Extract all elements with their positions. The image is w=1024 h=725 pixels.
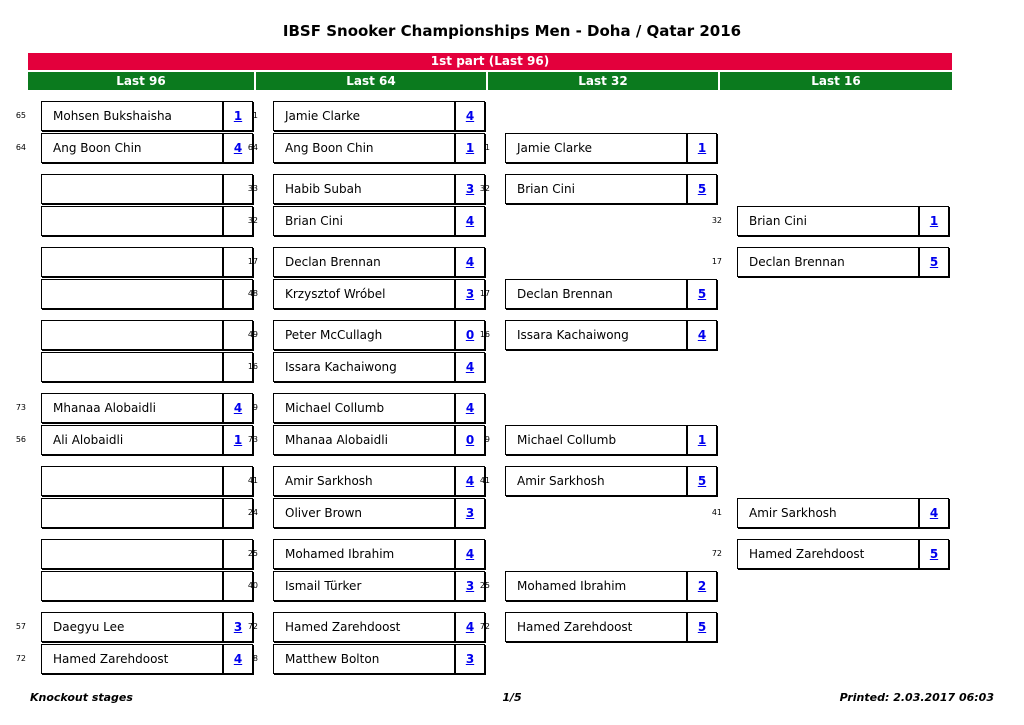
seed-number: 32: [479, 184, 490, 193]
footer-printed-date: Printed: 2.03.2017 06:03: [839, 691, 994, 704]
seed-number: [14, 174, 26, 204]
player-name: Ang Boon Chin: [41, 133, 223, 163]
seed-number: 41: [247, 476, 258, 485]
player-name: Hamed Zarehdoost: [737, 539, 919, 569]
seed-number: [14, 466, 26, 496]
score-link[interactable]: 5: [929, 255, 939, 269]
score-box: [455, 644, 485, 674]
player-name: Amir Sarkhosh: [273, 466, 455, 496]
seed-number: 72: [247, 622, 258, 631]
seed-number: [14, 571, 26, 601]
player-name: Brian Cini: [273, 206, 455, 236]
seed-number: 41: [711, 508, 722, 517]
score-box: [919, 498, 949, 528]
seed-number: 8: [252, 654, 258, 663]
score-box: [687, 133, 717, 163]
score-link[interactable]: 5: [697, 620, 707, 634]
seed-number: 24: [247, 508, 258, 517]
score-link[interactable]: 5: [697, 474, 707, 488]
player-name: [41, 352, 223, 382]
seed-number: 41: [479, 476, 490, 485]
seed-number: [14, 206, 26, 236]
score-link[interactable]: 4: [465, 620, 475, 634]
seed-number: 40: [247, 581, 258, 590]
score-link[interactable]: 4: [465, 401, 475, 415]
player-name: Hamed Zarehdoost: [505, 612, 687, 642]
seed-number: 17: [479, 289, 490, 298]
player-name: Amir Sarkhosh: [737, 498, 919, 528]
player-name: Daegyu Lee: [41, 612, 223, 642]
score-link[interactable]: 1: [697, 141, 707, 155]
player-name: Hamed Zarehdoost: [273, 612, 455, 642]
player-name: Declan Brennan: [737, 247, 919, 277]
score-box: [455, 247, 485, 277]
seed-number: 32: [711, 216, 722, 225]
player-name: Krzysztof Wróbel: [273, 279, 455, 309]
score-link[interactable]: 0: [465, 328, 475, 342]
player-name: Hamed Zarehdoost: [41, 644, 223, 674]
seed-number: [14, 320, 26, 350]
score-link[interactable]: 1: [697, 433, 707, 447]
seed-number: 1: [484, 143, 490, 152]
player-name: [41, 466, 223, 496]
player-name: [41, 320, 223, 350]
score-link[interactable]: 4: [233, 401, 243, 415]
player-name: Mohamed Ibrahim: [505, 571, 687, 601]
score-link[interactable]: 3: [233, 620, 243, 634]
score-link[interactable]: 4: [465, 255, 475, 269]
part-banner: 1st part (Last 96): [28, 53, 952, 70]
score-box: [687, 612, 717, 642]
score-link[interactable]: 1: [233, 109, 243, 123]
score-link[interactable]: 0: [465, 433, 475, 447]
seed-number: 56: [15, 435, 26, 444]
player-name: Mhanaa Alobaidli: [41, 393, 223, 423]
player-name: Issara Kachaiwong: [273, 352, 455, 382]
page-title: IBSF Snooker Championships Men - Doha / Qatar 2016: [282, 22, 742, 40]
player-name: [41, 247, 223, 277]
seed-number: [14, 279, 26, 309]
seed-number: 32: [247, 216, 258, 225]
score-link[interactable]: 5: [697, 287, 707, 301]
footer-stage-label: Knockout stages: [30, 691, 133, 704]
score-link[interactable]: 4: [465, 214, 475, 228]
player-name: Jamie Clarke: [505, 133, 687, 163]
score-box: [455, 101, 485, 131]
score-link[interactable]: 3: [465, 182, 475, 196]
player-name: Mhanaa Alobaidli: [273, 425, 455, 455]
seed-number: 9: [484, 435, 490, 444]
score-link[interactable]: 4: [929, 506, 939, 520]
score-box: [687, 320, 717, 350]
score-box: [687, 571, 717, 601]
score-link[interactable]: 1: [465, 141, 475, 155]
seed-number: 73: [15, 403, 26, 412]
seed-number: [14, 539, 26, 569]
score-box: [919, 206, 949, 236]
seed-number: 16: [247, 362, 258, 371]
player-name: [41, 539, 223, 569]
seed-number: 49: [247, 330, 258, 339]
player-name: Ali Alobaidli: [41, 425, 223, 455]
player-name: [41, 498, 223, 528]
player-name: Habib Subah: [273, 174, 455, 204]
score-link[interactable]: 4: [697, 328, 707, 342]
seed-number: 65: [15, 111, 26, 120]
score-link[interactable]: 3: [465, 652, 475, 666]
score-link[interactable]: 2: [697, 579, 707, 593]
score-link[interactable]: 1: [929, 214, 939, 228]
player-name: Ismail Türker: [273, 571, 455, 601]
score-link[interactable]: 4: [233, 141, 243, 155]
score-box: [455, 539, 485, 569]
seed-number: 17: [247, 257, 258, 266]
seed-number: 25: [479, 581, 490, 590]
score-link[interactable]: 5: [929, 547, 939, 561]
seed-number: 17: [711, 257, 722, 266]
score-box: [687, 425, 717, 455]
score-box: [455, 498, 485, 528]
seed-number: 33: [247, 184, 258, 193]
score-link[interactable]: 4: [465, 109, 475, 123]
seed-number: 72: [479, 622, 490, 631]
seed-number: 72: [711, 549, 722, 558]
player-name: Matthew Bolton: [273, 644, 455, 674]
column-header-last-96: Last 96: [28, 72, 254, 90]
player-name: Peter McCullagh: [273, 320, 455, 350]
score-link[interactable]: 3: [465, 506, 475, 520]
score-link[interactable]: 3: [465, 579, 475, 593]
score-box: [455, 393, 485, 423]
seed-number: 72: [15, 654, 26, 663]
score-box: [919, 247, 949, 277]
seed-number: 64: [247, 143, 258, 152]
score-box: [455, 352, 485, 382]
player-name: Mohsen Bukshaisha: [41, 101, 223, 131]
score-link[interactable]: 1: [233, 433, 243, 447]
score-box: [687, 174, 717, 204]
player-name: Brian Cini: [505, 174, 687, 204]
player-name: Mohamed Ibrahim: [273, 539, 455, 569]
score-link[interactable]: 4: [233, 652, 243, 666]
score-box: [687, 466, 717, 496]
player-name: [41, 206, 223, 236]
player-name: Brian Cini: [737, 206, 919, 236]
seed-number: 9: [252, 403, 258, 412]
score-box: [687, 279, 717, 309]
column-header-last-64: Last 64: [256, 72, 486, 90]
player-name: Jamie Clarke: [273, 101, 455, 131]
player-name: Issara Kachaiwong: [505, 320, 687, 350]
footer-page-number: 1/5: [502, 691, 522, 704]
score-link[interactable]: 3: [465, 287, 475, 301]
seed-number: [14, 247, 26, 277]
score-link[interactable]: 4: [465, 474, 475, 488]
player-name: Ang Boon Chin: [273, 133, 455, 163]
score-box: [919, 539, 949, 569]
player-name: Michael Collumb: [505, 425, 687, 455]
score-link[interactable]: 4: [465, 547, 475, 561]
seed-number: [14, 352, 26, 382]
seed-number: 64: [15, 143, 26, 152]
player-name: [41, 571, 223, 601]
column-header-last-16: Last 16: [720, 72, 952, 90]
score-link[interactable]: 4: [465, 360, 475, 374]
player-name: Declan Brennan: [273, 247, 455, 277]
seed-number: 57: [15, 622, 26, 631]
player-name: Amir Sarkhosh: [505, 466, 687, 496]
score-box: [455, 206, 485, 236]
seed-number: 25: [247, 549, 258, 558]
column-header-last-32: Last 32: [488, 72, 718, 90]
player-name: [41, 174, 223, 204]
player-name: Michael Collumb: [273, 393, 455, 423]
player-name: [41, 279, 223, 309]
player-name: Declan Brennan: [505, 279, 687, 309]
seed-number: 73: [247, 435, 258, 444]
score-link[interactable]: 5: [697, 182, 707, 196]
seed-number: [14, 498, 26, 528]
seed-number: 48: [247, 289, 258, 298]
player-name: Oliver Brown: [273, 498, 455, 528]
seed-number: 16: [479, 330, 490, 339]
seed-number: 1: [252, 111, 258, 120]
